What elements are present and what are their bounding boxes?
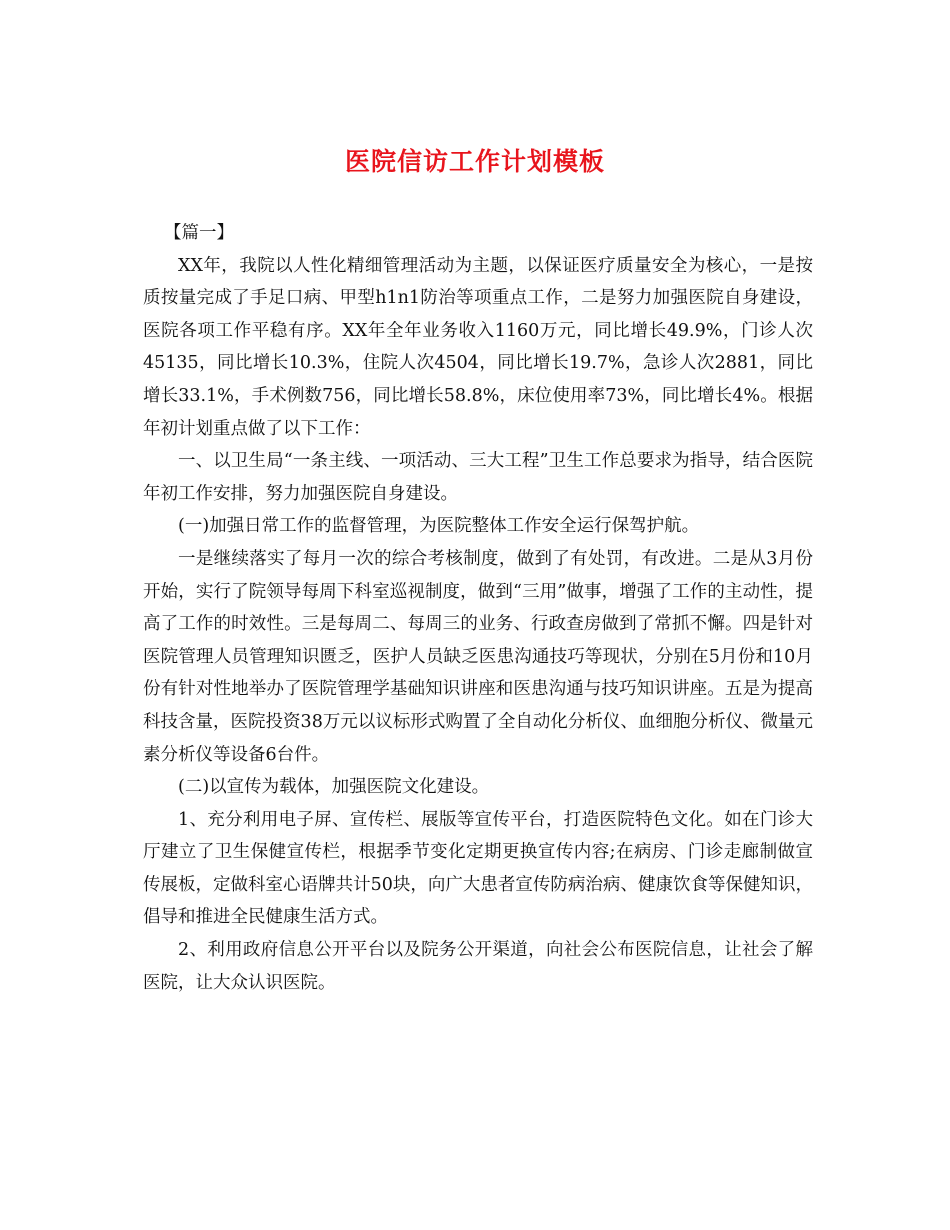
section-label: 【篇一】	[164, 223, 234, 243]
paragraph-item-one: 1、充分利用电子屏、宣传栏、展版等宣传平台，打造医院特色文化。如在门诊大厅建立了卫生保健宣传栏，根据季节变化定期更换宣传内容;在病房、门诊走廊制做宣传展板，定做科室心语牌共计50块，向广大患者宣传防病治病、健康饮食等保健知识，倡导和推进全民健康生活方式。	[143, 809, 813, 928]
paragraph-heading-one: 一、以卫生局“一条主线、一项活动、三大工程”卫生工作总要求为指导，结合医院年初工作安排，努力加强医院自身建设。	[143, 451, 813, 504]
paragraph-item-two: 2、利用政府信息公开平台以及院务公开渠道，向社会公布医院信息，让社会了解医院，让大众认识医院。	[143, 940, 813, 993]
paragraph-subheading-one: (一)加强日常工作的监督管理，为医院整体工作安全运行保驾护航。	[178, 516, 700, 537]
document-body	[143, 217, 813, 999]
document-title: 医院信访工作计划模板	[344, 147, 605, 176]
paragraph-subheading-two: (二)以宣传为载体，加强医院文化建设。	[178, 777, 490, 798]
paragraph-summary: XX年，我院以人性化精细管理活动为主题，以保证医疗质量安全为核心，一是按质按量完成了手足口病、甲型h1n1防治等项重点工作，二是努力加强医院自身建设，医院各项工作平稳有序。XX年全年业务收入1160万元，同比增长49.9%，门诊人次45135，同比增长10.3%，住院人次4504，同比增长19.7%，急诊人次2881，同比增长33.1%，手术例数756，同比增长58.8%，床位使用率73%，同比增长4%。根据年初计划重点做了以下工作：	[143, 255, 813, 439]
paragraph-management-details: 一是继续落实了每月一次的综合考核制度，做到了有处罚，有改进。二是从3月份开始，实行了院领导每周下科室巡视制度，做到“三用”做事，增强了工作的主动性，提高了工作的时效性。三是每周二、每周三的业务、行政查房做到了常抓不懈。四是针对医院管理人员管理知识匮乏，医护人员缺乏医患沟通技巧等现状，分别在5月份和10月份有针对性地举办了医院管理学基础知识讲座和医患沟通与技巧知识讲座。五是为提高科技含量，医院投资38万元以议标形式购置了全自动化分析仪、血细胞分析仪、微量元素分析仪等设备6台件。	[143, 548, 813, 765]
